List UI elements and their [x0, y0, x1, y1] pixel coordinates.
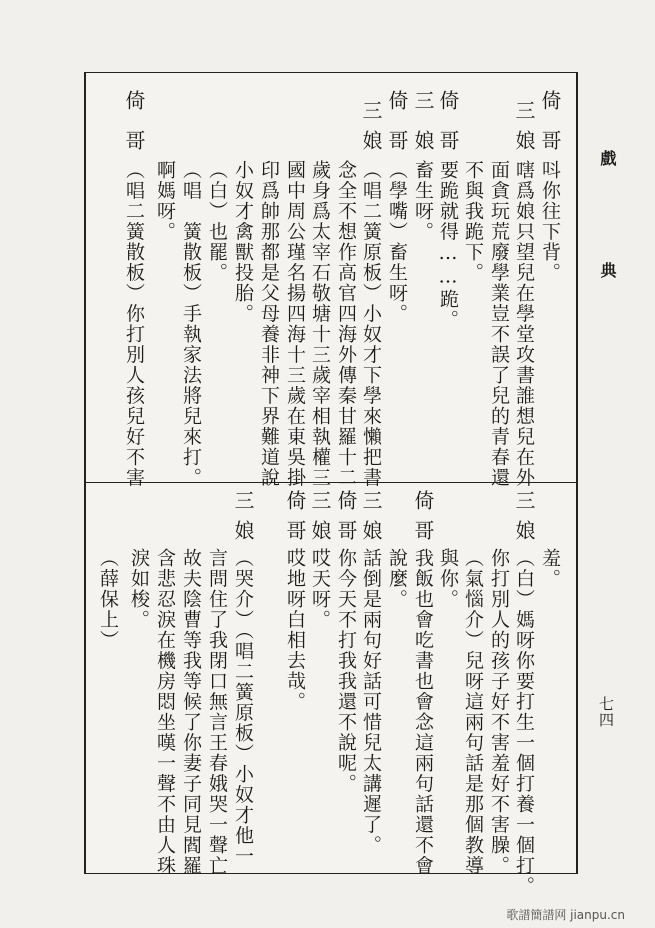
speaker-label: 倚 [122, 90, 146, 110]
dialogue-line: （氣惱介）兒呀這兩句話是那個教導 [462, 548, 484, 876]
dialogue-line: （唱二簧原板）小奴才下學來懶把書 [360, 160, 382, 488]
dialogue-line: 哎天呀。 [309, 548, 331, 630]
speaker-label: 三 [512, 490, 536, 510]
dialogue-line: 你今天不打我我還不說呢。 [335, 548, 357, 794]
watermark-text: 歌譜簡譜网 jianpu.cn [506, 908, 625, 922]
dialogue-line: 哎地呀白相去哉。 [284, 548, 306, 712]
dialogue-line: 與你。 [437, 548, 459, 610]
dialogue-line: 說麼。 [386, 548, 408, 610]
dialogue-line: 小奴才禽獸投胎。 [232, 160, 254, 324]
speaker-label: 三 [308, 490, 332, 510]
dialogue-line: 要跪就得……跪。 [437, 160, 459, 330]
dialogue-line: 含悲忍淚在機房悶坐嘆一聲不由人珠 [154, 548, 176, 876]
speaker-label: 娘 [512, 520, 536, 540]
dialogue-line: 故夫陰曹等我等候了你妻子同見閻羅 [180, 548, 202, 876]
dialogue-line: （唱 簧散板）手執家法將兒來打。 [180, 160, 202, 488]
speaker-label: 哥 [538, 130, 562, 150]
dialogue-line: 畜生呀。 [412, 160, 434, 242]
speaker-label: 娘 [308, 520, 332, 540]
speaker-label: 哥 [122, 130, 146, 150]
speaker-label: 哥 [283, 520, 307, 540]
speaker-label: 娘 [231, 520, 255, 540]
dialogue-line: 淚如梭。 [128, 548, 150, 630]
dialogue-line: 你打別人的孩子好不害羞好不害臊。 [488, 548, 510, 876]
speaker-label: 倚 [411, 490, 435, 510]
speaker-label: 倚 [334, 490, 358, 510]
dialogue-line: （白）也罷。 [206, 160, 228, 283]
speaker-label: 倚 [538, 90, 562, 110]
dialogue-line: 羞。 [539, 548, 561, 589]
speaker-label: 娘 [512, 130, 536, 150]
speaker-label: 娘 [411, 130, 435, 150]
dialogue-line: 歲身爲太宰石敬塘十三歲宰相執權三 [309, 160, 331, 488]
speaker-label: 哥 [436, 130, 460, 150]
dialogue-line: 印爲帥那都是父母養非神下界難道說 [258, 160, 280, 488]
dialogue-line: 啊媽呀。 [154, 160, 176, 242]
speaker-label: 倚 [436, 90, 460, 110]
dialogue-line: 呌你往下背。 [539, 160, 561, 283]
page-number: 七四 [597, 696, 615, 728]
running-title-2: 典 [598, 262, 617, 279]
dialogue-line: （唱二簧散板）你打別人孩兒好不害 [123, 160, 145, 488]
dialogue-line: 言問住了我閉口無言王春娥哭一聲亡 [206, 548, 228, 876]
speaker-label: 三 [411, 90, 435, 110]
speaker-label: 哥 [385, 130, 409, 150]
speaker-label: 哥 [334, 520, 358, 540]
speaker-label: 娘 [359, 130, 383, 150]
dialogue-line: （白）媽呀你要打生一個打養一個打。 [513, 548, 535, 897]
speaker-label: 娘 [359, 520, 383, 540]
dialogue-line: （哭介）（唱二簧原板）小奴才他一 [232, 548, 254, 867]
speaker-label: 倚 [385, 90, 409, 110]
dialogue-line: 念全不想作高官四海外傳秦甘羅十二 [335, 160, 357, 488]
speaker-label: 三 [512, 100, 536, 120]
speaker-label: 三 [359, 490, 383, 510]
dialogue-line: 面貪玩荒廢學業豈不誤了兒的青春還 [488, 160, 510, 488]
dialogue-line: 我飯也會吃書也會念這兩句話還不會 [412, 548, 434, 876]
dialogue-line: 話倒是兩句好話可惜兒太講遲了。 [360, 548, 382, 856]
speaker-label: 倚 [283, 490, 307, 510]
dialogue-line: （學嘴）畜生呀。 [386, 160, 408, 324]
stage-direction: （薛保上） [97, 548, 119, 651]
dialogue-line: 不與我跪下。 [462, 160, 484, 283]
speaker-label: 哥 [411, 520, 435, 540]
running-title-1: 戲 [598, 150, 617, 167]
dialogue-line: 嗐爲娘只望兒在學堂攻書誰想兒在外 [513, 160, 535, 488]
dialogue-line: 國中周公瑾名揚四海十三歲在東吳掛 [284, 160, 306, 488]
speaker-label: 三 [359, 100, 383, 120]
speaker-label: 三 [231, 490, 255, 510]
